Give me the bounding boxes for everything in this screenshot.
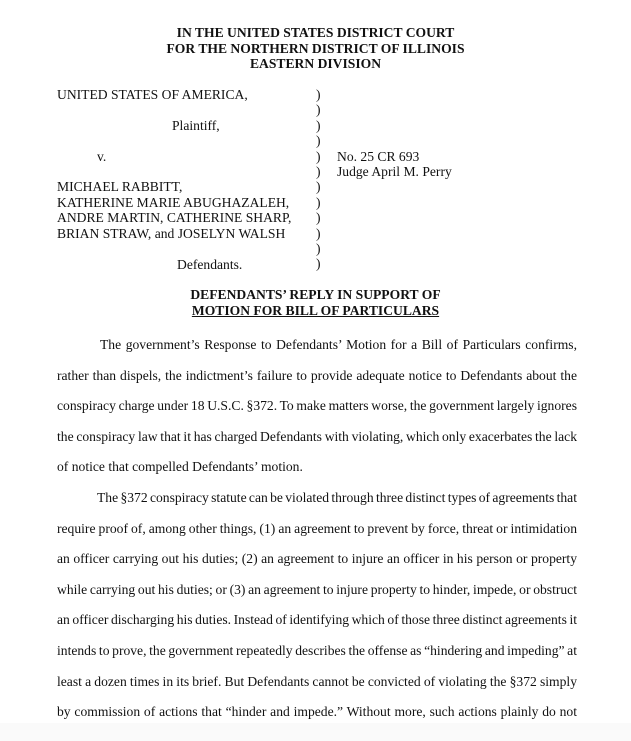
title-line-underlined: MOTION FOR BILL OF PARTICULARS (191, 302, 440, 318)
caption-paren: ) (316, 133, 321, 149)
defendant-line: ANDRE MARTIN, CATHERINE SHARP, (57, 210, 292, 225)
text-line: of notice that compelled Defendants’ motion. (57, 459, 303, 475)
text-line: while carrying out his duties; or (3) an agreement to injure property to hinder, impede, or obstruct (57, 581, 577, 597)
caption-paren: ) (316, 164, 321, 179)
caption-paren: ) (316, 210, 321, 226)
defendant-line: BRIAN STRAW, and JOSELYN WALSH (57, 225, 286, 241)
document-title (0, 287, 631, 318)
text-line: least a dozen times in its brief. But Defendants cannot be convicted of violating the §372 simply (57, 673, 577, 689)
versus-label: v. (97, 149, 107, 164)
court-header-line: FOR THE NORTHERN DISTRICT OF ILLINOIS (166, 40, 465, 56)
caption-paren: ) (316, 102, 321, 118)
caption-paren: ) (316, 194, 321, 210)
text-line: the conspiracy law that it has charged Defendants with violating, which only exacerbates the lack (57, 428, 577, 444)
page-bottom-band (0, 723, 631, 741)
judge-name: Judge April M. Perry (337, 164, 452, 179)
caption-paren: ) (316, 256, 321, 272)
text-line: conspiracy charge under 18 U.S.C. §372. To make matters worse, the government largely ignores (57, 398, 577, 414)
text-line: The government’s Response to Defendants’ Motion for a Bill of Particulars confirms, (100, 337, 577, 352)
caption-paren: ) (316, 179, 321, 195)
defendant-line: KATHERINE MARIE ABUGHAZALEH, (57, 194, 290, 210)
caption-paren: ) (316, 225, 321, 241)
case-number: No. 25 CR 693 (337, 148, 420, 164)
text-line: by commission of actions that “hinder and impede.” Without more, such actions plainly do not (57, 704, 577, 720)
text-line: The §372 conspiracy statute can be violated through three distinct types of agreements that (97, 489, 577, 505)
text-line: an officer carrying out his duties; (2) an agreement to injure an officer in his person or property (57, 551, 577, 567)
court-header (0, 25, 631, 72)
case-caption (0, 87, 631, 277)
plaintiff-name: UNITED STATES OF AMERICA, (57, 87, 248, 102)
plaintiff-label: Plaintiff, (172, 118, 220, 133)
defendants-label: Defendants. (177, 256, 243, 272)
paragraph (57, 483, 577, 728)
body-text (57, 330, 577, 728)
defendant-line: MICHAEL RABBITT, (57, 179, 183, 194)
caption-paren: ) (316, 241, 321, 256)
text-line: require proof of, among other things, (1) an agreement to prevent by force, threat or intimidation (57, 520, 577, 536)
caption-paren: ) (316, 148, 321, 164)
text-line: intends to prove, the government repeatedly describes the offense as “hindering and impeding” at (57, 642, 577, 658)
court-header-line: EASTERN DIVISION (249, 56, 382, 72)
paragraph (57, 330, 577, 483)
text-line: an officer discharging his duties. Instead of identifying which of those three distinct agreements it (57, 612, 577, 628)
title-line: DEFENDANTS’ REPLY IN SUPPORT OF (190, 287, 441, 302)
court-header-line: IN THE UNITED STATES DISTRICT COURT (176, 25, 455, 40)
caption-paren: ) (316, 117, 321, 133)
caption-paren: ) (316, 87, 321, 102)
text-line: rather than dispels, the indictment’s failure to provide adequate notice to Defendants about the (57, 367, 577, 383)
